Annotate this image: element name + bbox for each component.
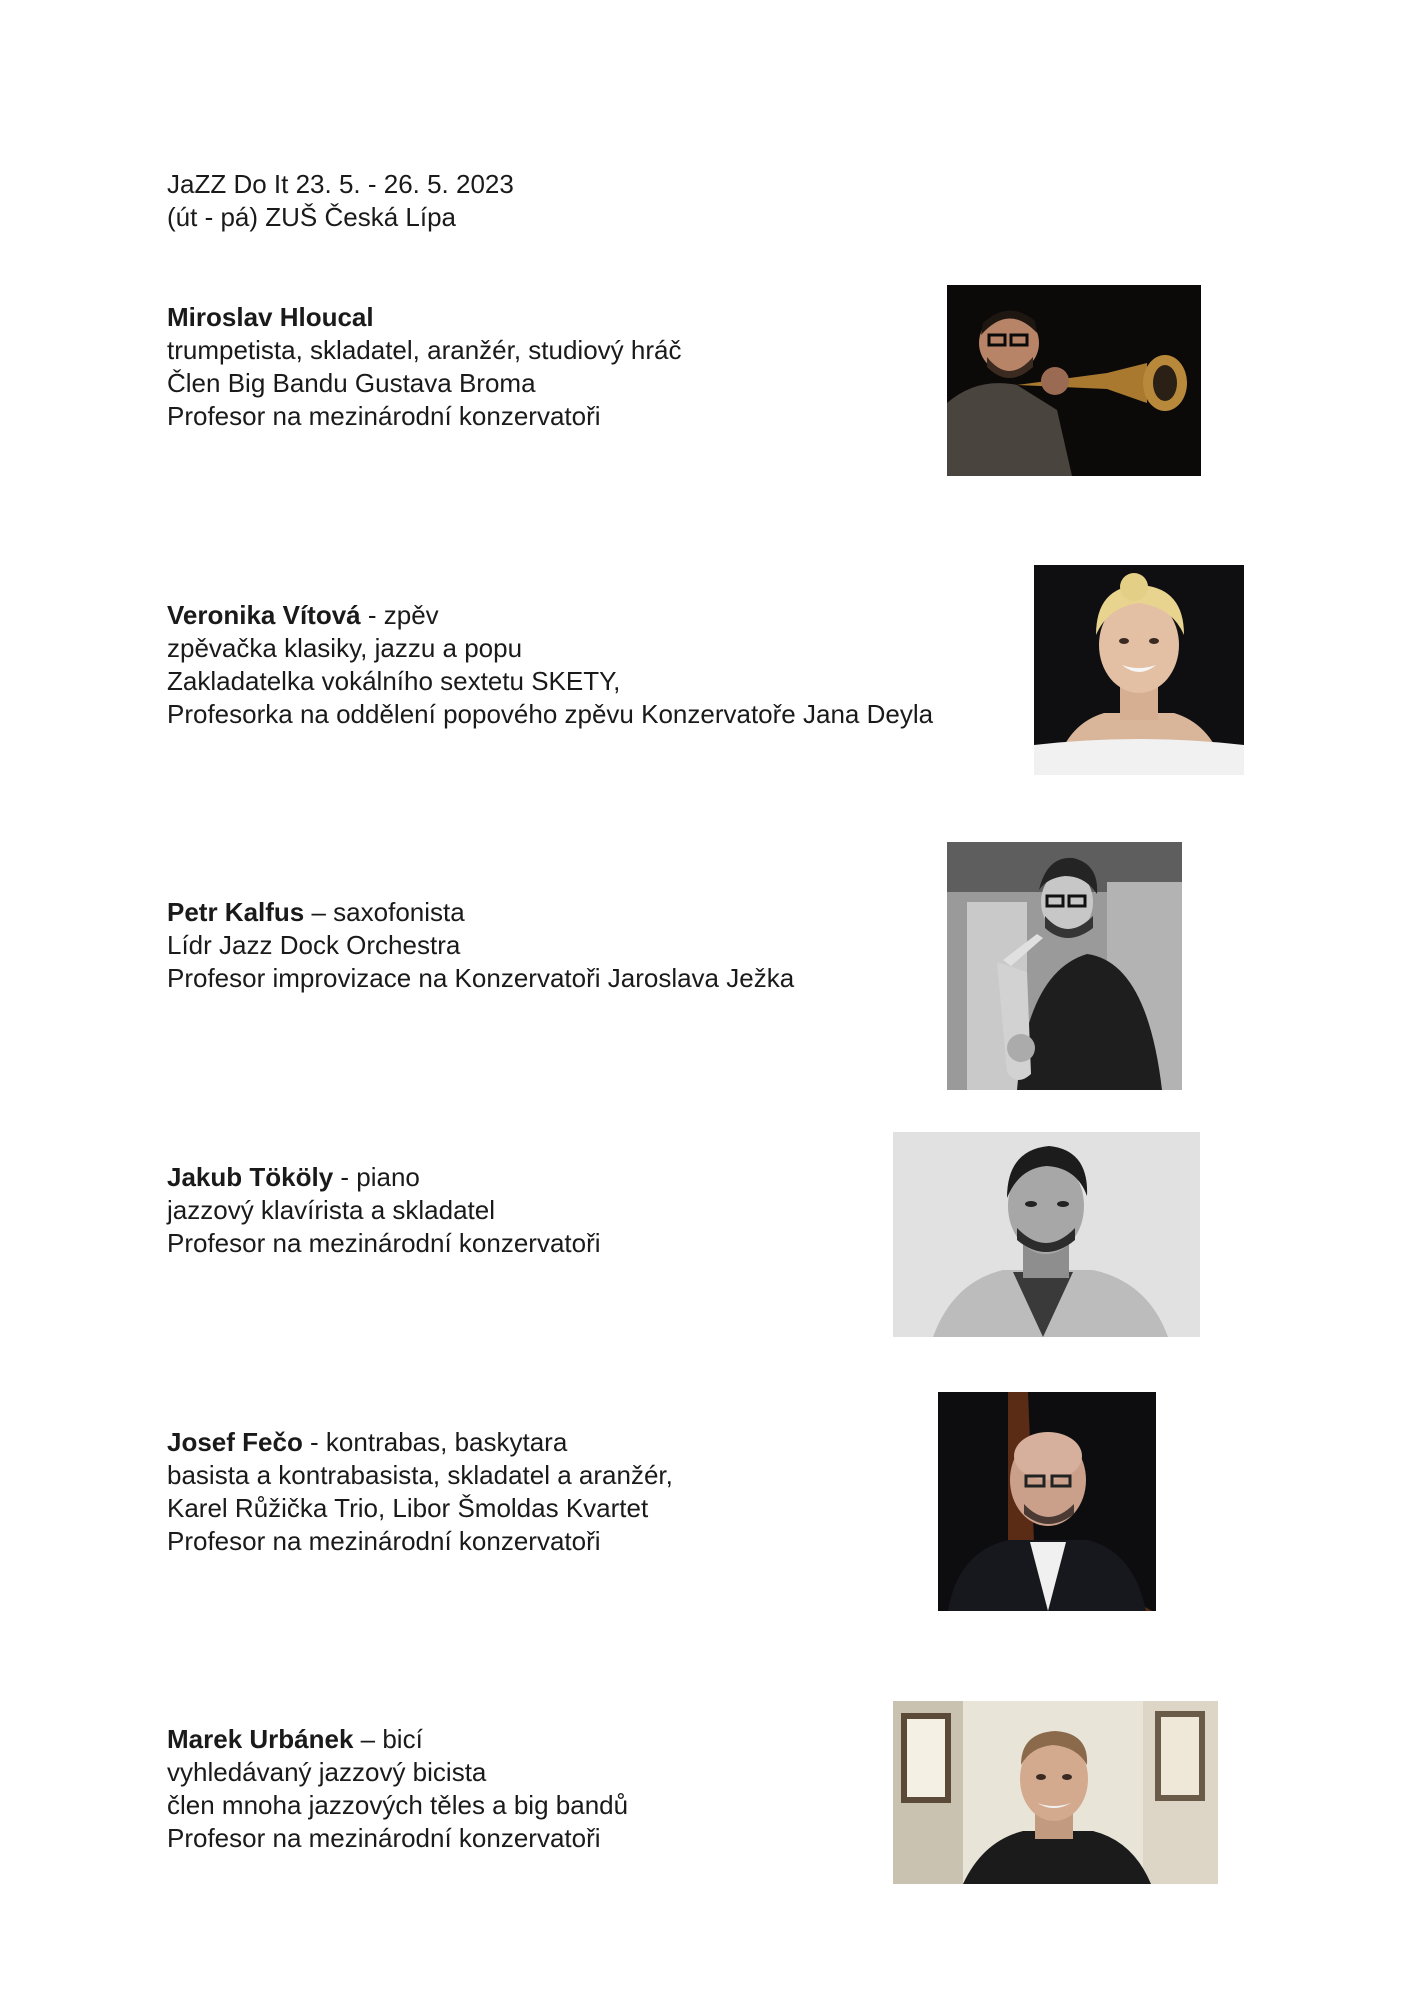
lecturer-line: Profesor improvizace na Konzervatoři Jaroslava Ježka xyxy=(167,963,795,993)
lecturer-name: Veronika Vítová xyxy=(167,600,361,630)
lecturer-line: Profesor na mezinárodní konzervatoři xyxy=(167,1526,601,1556)
lecturer-line: basista a kontrabasista, skladatel a aranžér, xyxy=(167,1460,673,1490)
lecturer-role: – bicí xyxy=(353,1724,423,1754)
lecturer-name: Josef Fečo xyxy=(167,1427,303,1457)
photo-feco xyxy=(938,1392,1156,1611)
lecturer-hloucal xyxy=(167,301,681,433)
lecturer-vitova xyxy=(167,599,933,731)
lecturer-name: Petr Kalfus xyxy=(167,897,305,927)
lecturer-line: Lídr Jazz Dock Orchestra xyxy=(167,930,461,960)
lecturer-tokoly xyxy=(167,1161,601,1260)
lecturer-line: vyhledávaný jazzový bicista xyxy=(167,1757,487,1787)
lecturer-name: Marek Urbánek xyxy=(167,1724,354,1754)
lecturer-line: Profesor na mezinárodní konzervatoři xyxy=(167,401,601,431)
lecturer-role: – saxofonista xyxy=(304,897,465,927)
lecturer-line: jazzový klavírista a skladatel xyxy=(167,1195,496,1225)
photo-vitova xyxy=(1034,565,1244,775)
photo-urbanek xyxy=(893,1701,1218,1884)
lecturer-line: Profesorka na oddělení popového zpěvu Konzervatoře Jana Deyla xyxy=(167,699,934,729)
lecturer-line: Profesor na mezinárodní konzervatoři xyxy=(167,1228,601,1258)
event-header xyxy=(167,168,514,234)
lecturer-kalfus xyxy=(167,896,794,995)
lecturer-line: zpěvačka klasiky, jazzu a popu xyxy=(167,633,523,663)
lecturer-line: Zakladatelka vokálního sextetu SKETY, xyxy=(167,666,621,696)
lecturer-name: Jakub Tököly xyxy=(167,1162,334,1192)
event-subtitle: (út - pá) ZUŠ Česká Lípa xyxy=(167,202,456,232)
lecturer-line: člen mnoha jazzových těles a big bandů xyxy=(167,1790,629,1820)
photo-tokoly xyxy=(893,1132,1200,1337)
lecturer-role: - kontrabas, baskytara xyxy=(302,1427,568,1457)
lecturer-line: trumpetista, skladatel, aranžér, studiový hráč xyxy=(167,335,682,365)
lecturer-line: Člen Big Bandu Gustava Broma xyxy=(167,368,536,398)
photo-hloucal xyxy=(947,285,1201,476)
lecturer-role: - zpěv xyxy=(360,600,439,630)
lecturer-urbanek xyxy=(167,1723,628,1855)
lecturer-feco xyxy=(167,1426,673,1558)
lecturer-line: Karel Růžička Trio, Libor Šmoldas Kvartet xyxy=(167,1493,649,1523)
photo-kalfus xyxy=(947,842,1182,1090)
lecturer-name: Miroslav Hloucal xyxy=(167,302,374,332)
event-title: JaZZ Do It 23. 5. - 26. 5. 2023 xyxy=(167,169,514,199)
lecturer-line: Profesor na mezinárodní konzervatoři xyxy=(167,1823,601,1853)
lecturer-role: - piano xyxy=(333,1162,420,1192)
